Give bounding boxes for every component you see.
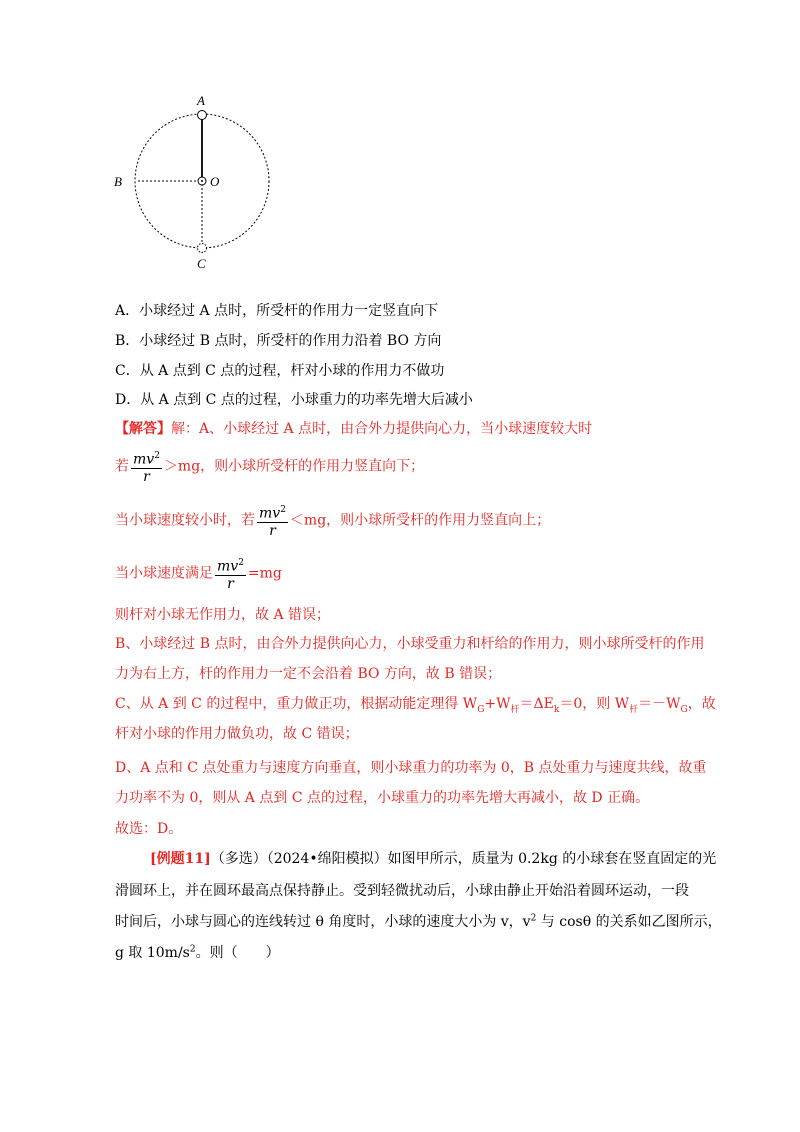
- fraction-mv2-over-r: [215, 555, 246, 592]
- sub-gan: 杆: [510, 704, 520, 715]
- case1-post: ＞mg，则小球所受杆的作用力竖直向下；: [163, 458, 425, 475]
- option-d: D．从 A 点到 C 点的过程，小球重力的功率先增大后减小: [115, 392, 473, 408]
- case3-line: [115, 555, 282, 592]
- case2-line: [115, 502, 550, 539]
- frac-num: mv: [133, 451, 155, 468]
- line-b1: B、小球经过 B 点时，由合外力提供向心力，小球受重力和杆给的作用力，则小球所受杆的作用: [115, 636, 705, 652]
- label-o: O: [210, 174, 220, 189]
- example-line1-text: （多选）（2024•绵阳模拟）如图甲所示，质量为 0.2kg 的小球套在竖直固定的光: [210, 851, 717, 867]
- fraction-mv2-over-r: [131, 448, 162, 485]
- example-line4-a: g 取 10m/s: [115, 945, 190, 961]
- example-line4-b: 。则（ ）: [195, 945, 280, 961]
- fraction-mv2-over-r: [257, 502, 288, 539]
- ball-a: [198, 111, 207, 120]
- line-a-end: 则杆对小球无作用力，故 A 错误；: [115, 607, 331, 623]
- example-line4-sup: 2: [189, 944, 196, 955]
- line-c1-b: +W: [484, 696, 511, 712]
- frac-num: mv: [217, 558, 239, 575]
- label-a: A: [197, 93, 205, 108]
- solution-tag: 【解答】: [115, 421, 171, 437]
- option-c: C．从 A 点到 C 点的过程，杆对小球的作用力不做功: [115, 363, 445, 379]
- label-b: B: [114, 174, 122, 189]
- line-c1-f: ，故: [687, 696, 716, 712]
- frac-den: r: [227, 575, 234, 592]
- line-c1-e: ＝－W: [638, 696, 681, 712]
- example-line2: 滑圆环上，并在圆环最高点保持静止。受到轻微扰动后，小球由静止开始沿着圆环运动，一段: [115, 883, 689, 899]
- frac-num: mv: [259, 505, 281, 522]
- frac-den: r: [143, 468, 150, 485]
- sub-g: G: [477, 704, 485, 715]
- solution-intro-text: 解：A、小球经过 A 点时，由合外力提供向心力，当小球速度较大时: [171, 421, 593, 437]
- line-c1: [115, 693, 716, 715]
- frac-den: r: [269, 522, 276, 539]
- case1-line: [115, 448, 424, 485]
- answer: 故选：D。: [115, 821, 183, 837]
- case1-pre: 若: [115, 458, 129, 475]
- line-c1-d: ＝0，则 W: [559, 696, 630, 712]
- frac-exp: 2: [154, 451, 160, 461]
- label-c: C: [197, 256, 206, 271]
- example-line1: [150, 848, 716, 868]
- case3-post: =mg: [247, 565, 282, 582]
- circle-rod-diagram: [110, 90, 280, 275]
- line-c1-c: ＝ΔE: [519, 696, 554, 712]
- example-line3-sup: 2: [530, 913, 537, 924]
- line-d1: D、A 点和 C 点处重力与速度方向垂直，则小球重力的功率为 0，B 点处重力与速度共线，故重: [115, 760, 707, 776]
- example-tag: [例题11]: [150, 851, 211, 867]
- pivot-o-dot: [201, 180, 203, 182]
- frac-exp: 2: [238, 558, 244, 568]
- sub-k: k: [553, 704, 560, 715]
- example-line3-a: 时间后，小球与圆心的连线转过 θ 角度时，小球的速度大小为 v，v: [115, 914, 531, 930]
- case2-pre: 当小球速度较小时，若: [115, 512, 255, 529]
- case2-post: ＜mg，则小球所受杆的作用力竖直向上；: [289, 512, 551, 529]
- sub-g-2: G: [680, 704, 688, 715]
- line-c1-a: C、从 A 到 C 的过程中，重力做正功，根据动能定理得 W: [115, 696, 478, 712]
- example-line3-b: 与 cosθ 的关系如乙图所示，: [536, 914, 722, 930]
- solution-intro: [115, 418, 592, 438]
- sub-gan-2: 杆: [629, 704, 639, 715]
- line-b2: 力为右上方，杆的作用力一定不会沿着 BO 方向，故 B 错误；: [115, 666, 502, 682]
- line-c2: 杆对小球的作用力做负功，故 C 错误；: [115, 726, 359, 742]
- option-b: B．小球经过 B 点时，所受杆的作用力沿着 BO 方向: [115, 333, 442, 349]
- line-d2: 力功率不为 0，则从 A 点到 C 点的过程，小球重力的功率先增大再减小，故 D 正确。: [115, 790, 650, 806]
- example-line4: [115, 942, 280, 962]
- case3-pre: 当小球速度满足: [115, 565, 213, 582]
- frac-exp: 2: [280, 505, 286, 515]
- example-line3: [115, 911, 722, 931]
- ball-c: [198, 244, 207, 253]
- option-a: A．小球经过 A 点时，所受杆的作用力一定竖直向下: [115, 303, 439, 319]
